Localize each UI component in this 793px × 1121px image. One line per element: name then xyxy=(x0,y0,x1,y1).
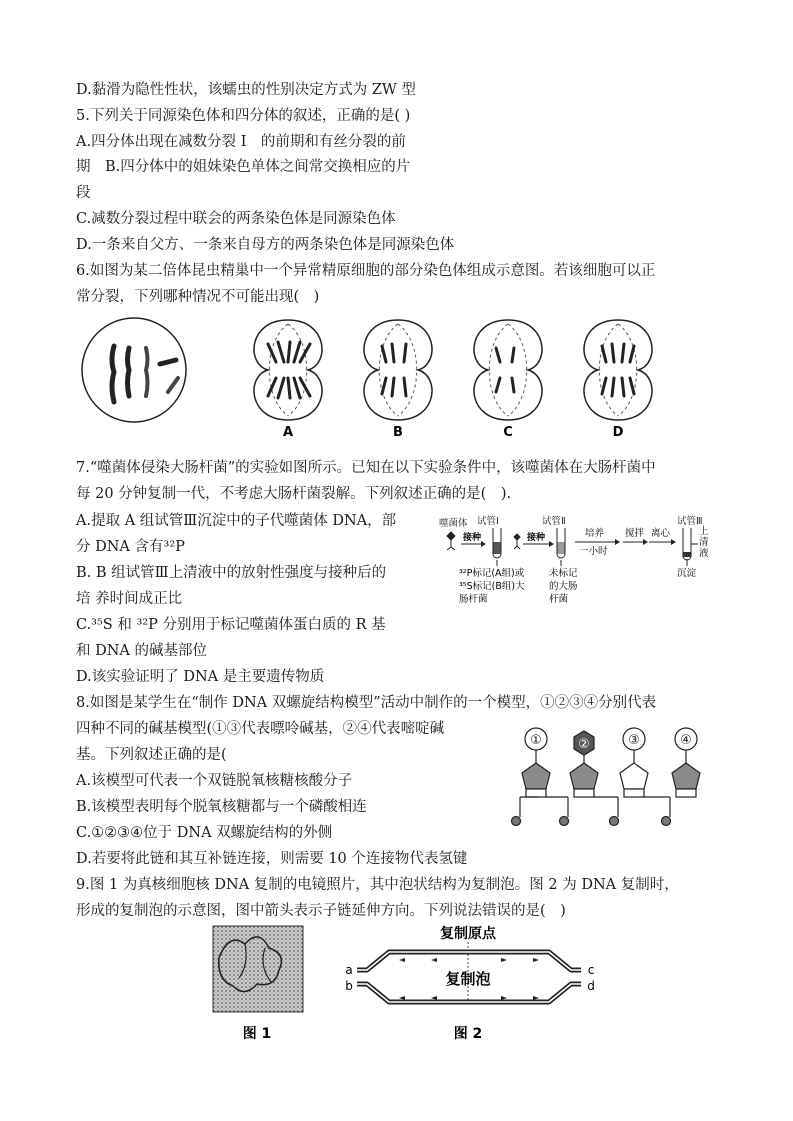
question-6-cont: 常分裂，下列哪种情况不可能出现( ) xyxy=(76,289,320,305)
figure-8-dna-model xyxy=(498,725,713,835)
question-8-cont2: 基。下列叙述正确的是( xyxy=(76,747,227,763)
super-3: 液 xyxy=(699,548,709,559)
label1-line3: 肠杆菌 xyxy=(459,594,488,605)
base-4: ④ xyxy=(680,733,692,748)
q7-option-a: A.提取 A 组试管Ⅲ沉淀中的子代噬菌体 DNA，部 xyxy=(76,513,397,529)
q7-option-c-cont: 和 DNA 的碱基部位 xyxy=(76,643,208,659)
q5-option-c: C.减数分裂过程中联会的两条染色体是同源染色体 xyxy=(76,211,396,227)
question-8: 8.如图是某学生在“制作 DNA 双螺旋结构模型”活动中制作的一个模型，①②③④分别代表 xyxy=(76,695,657,711)
option-d-prev: D.黏滑为隐性性状，该蠕虫的性别决定方式为 ZW 型 xyxy=(76,82,416,98)
label1-line2: ³⁵S标记(B组)大 xyxy=(459,581,525,592)
stir-label: 搅拌 xyxy=(625,528,645,539)
tube2-label: 试管Ⅱ xyxy=(542,516,566,527)
origin-label: 复制原点 xyxy=(440,926,496,942)
cell-b xyxy=(364,320,432,420)
q7-option-b-cont: 培 养时间成正比 xyxy=(76,591,183,607)
q8-option-d: D.若要将此链和其互补链连接，则需要 10 个连接物代表氢键 xyxy=(76,851,468,867)
inoc1-label: 接种 xyxy=(463,533,482,543)
label-d: D xyxy=(612,425,624,438)
strand-b: b xyxy=(345,979,353,993)
q8-option-b: B.该模型表明每个脱氧核糖都与一个磷酸相连 xyxy=(76,799,367,815)
q5-option-a: A.四分体出现在减数分裂 I 的前期和有丝分裂的前 xyxy=(76,134,406,150)
base-2: ② xyxy=(578,737,590,752)
inoc2-label: 接种 xyxy=(527,533,546,543)
q7-option-d: D.该实验证明了 DNA 是主要遗传物质 xyxy=(76,669,325,685)
label-b: B xyxy=(393,425,403,438)
strand-d: d xyxy=(587,979,595,993)
label2-line1: 未标记 xyxy=(549,568,578,579)
tube1-label: 试管Ⅰ xyxy=(477,516,499,527)
label-c: C xyxy=(503,425,513,438)
q8-option-c: C.①②③④位于 DNA 双螺旋结构的外侧 xyxy=(76,825,333,841)
phage-label: 噬菌体 xyxy=(439,518,468,529)
q5-option-b-cont: 段 xyxy=(76,185,91,201)
q5-option-a-b: 期 B.四分体中的姐妹染色单体之间常交换相应的片 xyxy=(76,159,411,175)
strand-c: c xyxy=(587,963,595,977)
caption-fig1: 图 1 xyxy=(242,1026,272,1042)
label2-line3: 杆菌 xyxy=(549,594,569,605)
q8-option-a: A.该模型可代表一个双链脱氧核糖核酸分子 xyxy=(76,773,353,789)
super-1: 上 xyxy=(699,526,709,537)
q5-option-d: D.一条来自父方、一条来自母方的两条染色体是同源染色体 xyxy=(76,237,455,253)
question-7: 7.“噬菌体侵染大肠杆菌”的实验如图所示。已知在以下实验条件中，该噬菌体在大肠杆菌中 xyxy=(76,460,656,476)
phage-icon xyxy=(447,532,455,550)
question-8-cont: 四种不同的碱基模型(①③代表嘌呤碱基，②④代表嘧啶碱 xyxy=(76,721,445,737)
bubble-label: 复制泡 xyxy=(445,970,491,988)
base-3: ③ xyxy=(628,733,640,748)
label1-line1: ³²P标记(A组)或 xyxy=(459,568,525,579)
figure-6-cells xyxy=(78,312,678,438)
figure-9-replication xyxy=(205,918,605,1044)
hour-label: 一小时 xyxy=(579,546,608,557)
question-7-cont: 每 20 分钟复制一代，不考虑大肠杆菌裂解。下列叙述正确的是( ). xyxy=(76,486,512,502)
cell-c xyxy=(474,320,542,420)
question-9: 9.图 1 为真核细胞核 DNA 复制的电镜照片，其中泡状结构为复制泡。图 2 为 DNA 复制时， xyxy=(76,877,679,893)
question-9-cont: 形成的复制泡的示意图，图中箭头表示子链延伸方向。下列说法错误的是( ) xyxy=(76,903,566,919)
cell-a xyxy=(254,320,322,420)
em-photo xyxy=(213,926,303,1012)
caption-fig2: 图 2 xyxy=(453,1026,483,1042)
culture-label: 培养 xyxy=(585,528,605,539)
q7-option-b: B. B 组试管Ⅲ上清液中的放射性强度与接种后的 xyxy=(76,565,387,581)
tube3-label: 试管Ⅲ xyxy=(677,516,703,527)
figure-7-phage-experiment xyxy=(437,514,722,614)
q7-option-c: C.³⁵S 和 ³²P 分别用于标记噬菌体蛋白质的 R 基 xyxy=(76,617,386,633)
strand-a: a xyxy=(345,963,353,977)
base-1: ① xyxy=(530,733,542,748)
centri-label: 离心 xyxy=(651,528,671,539)
question-5: 5.下列关于同源染色体和四分体的叙述，正确的是( ) xyxy=(76,108,411,124)
label-a: A xyxy=(282,425,294,438)
question-6: 6.如图为某二倍体昆虫精巢中一个异常精原细胞的部分染色体组成示意图。若该细胞可以正 xyxy=(76,263,656,279)
cell-d xyxy=(584,320,652,420)
label2-line2: 的大肠 xyxy=(549,581,578,592)
sediment-label: 沉淀 xyxy=(677,568,697,579)
q7-option-a-cont: 分 DNA 含有³²P xyxy=(76,539,185,555)
super-2: 清 xyxy=(699,537,709,548)
